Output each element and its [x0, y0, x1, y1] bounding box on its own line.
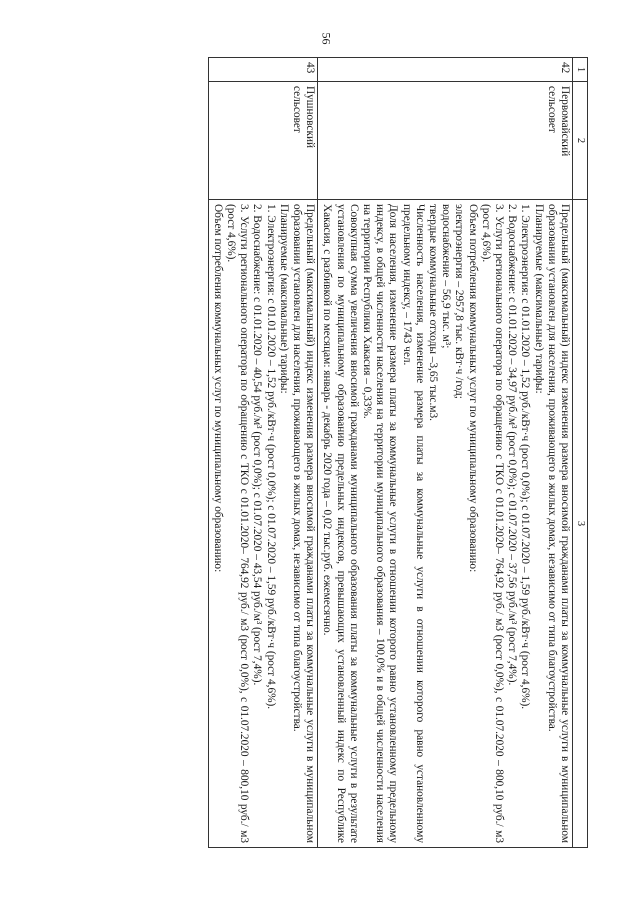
row-content	[318, 200, 573, 848]
content-line: 1. Электроэнергия: с 01.01.2020 – 1,52 руб./кВт·ч (рост 0,0%); с 01.07.2020 – 1,59 руб./кВт·ч (рост 4,6%).	[264, 204, 277, 710]
content-line: Совокупная сумма увеличения вносимой гражданами муниципального образования платы за коммунальные услуги в результате установления по муниципальному образованию предельных индексов, превышающих установленный индекс по Республике Хакасия, с разбивкой по месяцам: январь - декабрь 2020 года – 0,02 тыс.руб. ежемесячно.	[321, 204, 360, 843]
content-line: Численность населения, изменение размера платы за коммунальные услуги в отношении которого равно установленному предельному индексу, – 1743 чел.	[400, 204, 426, 843]
content-line: Предельный (максимальный) индекс изменения размера вносимой гражданами платы за коммунальные услуги в муниципальном образовании установлен для населения, проживающего в жилых домах, независимо от типа благоустройства.	[545, 204, 571, 843]
content-line: электроэнергия – 2957,8 тыс. кВт·ч /год;	[453, 204, 466, 399]
row-number: 43	[208, 58, 318, 82]
header-cell-3: 3	[573, 200, 588, 848]
header-cell-2: 2	[573, 82, 588, 200]
content-line: 2. Водоснабжение: с 01.01.2020 – 34,97 руб./м³ (рост 0,0%); с 01.07.2020 – 37,56 руб./м³ (рост 7,4%).	[506, 204, 519, 686]
table-row-42	[318, 58, 573, 848]
row-content	[208, 200, 318, 848]
page-number-text: 56	[319, 32, 334, 44]
content-line: Доля населения, изменение размера платы за коммунальные услуги в отношении которого равно установленному предельному индексу, в общей численности населения на территории муниципального образования – 100,0% и в общей численности населения на территории Республики Хакасия – 0,33%.	[360, 204, 400, 843]
content-line: водоснабжение – 56,9 тыс. м³;	[440, 204, 453, 349]
content-line: Планируемые (максимальные) тарифы:	[532, 204, 545, 394]
row-number: 42	[318, 58, 573, 82]
content-line: Предельный (максимальный) индекс изменения размера вносимой гражданами платы за коммунальные услуги в муниципальном образовании установлен для населения, проживающего в жилых домах, независимо от типа благоустройства.	[290, 204, 317, 843]
table-header-row	[573, 58, 588, 848]
table-row-43	[208, 58, 318, 848]
content-line: Объем потребления коммунальных услуг по муниципальному образованию:	[466, 204, 479, 573]
content-line: 3. Услуги регионального оператора по обращению с ТКО с 01.01.2020– 764,92 руб./ м3 (рост 0,0%), с 01.07.2020 – 800,10 руб./ м3 (рост 4,6%).	[224, 204, 251, 843]
municipality-name: Пушновский сельсовет	[208, 82, 318, 200]
content-line: Объем потребления коммунальных услуг по муниципальному образованию:	[211, 204, 224, 573]
content-line: 3. Услуги регионального оператора по обращению с ТКО с 01.01.2020– 764,92 руб./ м3 (рост 0,0%), с 01.07.2020 – 800,10 руб./ м3 (рост 4,6%).	[479, 204, 505, 843]
page-number	[316, 26, 336, 50]
rotated-table-container	[113, 57, 588, 847]
content-line: Планируемые (максимальные) тарифы:	[277, 204, 290, 394]
header-cell-1: 1	[573, 58, 588, 82]
municipality-name: Первомайский сельсовет	[318, 82, 573, 200]
tariff-table	[208, 57, 588, 848]
content-line: 1. Электроэнергия: с 01.01.2020 – 1,52 руб./кВт·ч (рост 0,0%); с 01.07.2020 – 1,59 руб./кВт·ч (рост 4,6%).	[519, 204, 532, 710]
content-line: твердые коммунальные отходы –3,65 тыс.м3.	[426, 204, 439, 421]
content-line: 2. Водоснабжение: с 01.01.2020 – 40,54 руб./м³ (рост 0,0%); с 01.07.2020 – 43,54 руб./м³ (рост 7,4%).	[251, 204, 264, 686]
